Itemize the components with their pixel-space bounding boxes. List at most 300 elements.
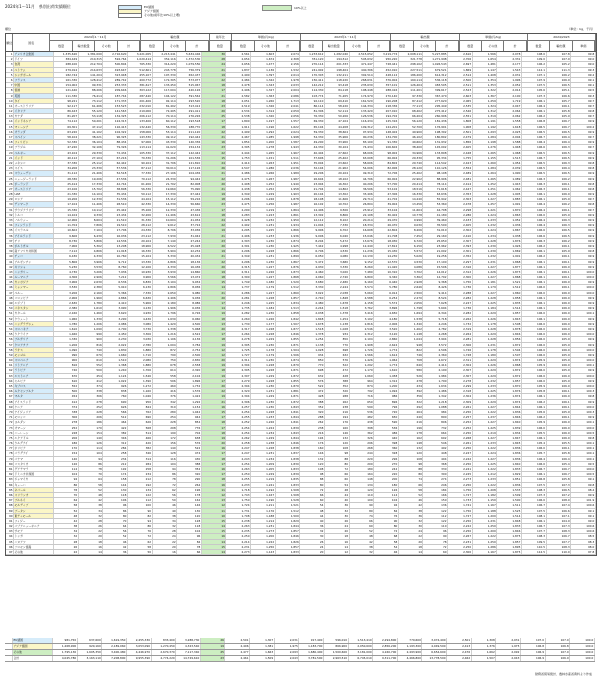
- value-cell: 1,232: [251, 218, 276, 222]
- value-cell: 1,167: [473, 503, 498, 507]
- value-cell: 1,222: [473, 467, 498, 471]
- value-cell: 1,088: [423, 405, 448, 409]
- country-cell: キプロス: [14, 384, 54, 388]
- value-cell: 1,271,998: [423, 57, 448, 61]
- value-cell: 2,281: [226, 296, 251, 300]
- value-cell: 2,311: [226, 270, 251, 274]
- value-cell: 88,906: [423, 177, 448, 181]
- value-cell: 1,252: [251, 182, 276, 186]
- value-cell: 7,442: [300, 244, 325, 248]
- rank-cell: 6: [6, 78, 14, 82]
- value-cell: 1,477: [251, 62, 276, 66]
- value-cell: 2,610: [448, 52, 473, 56]
- value-cell: 97,006: [128, 140, 153, 144]
- value-cell: 106.1: [522, 197, 547, 201]
- value-cell: 134: [350, 483, 375, 487]
- value-cell: 3,053,090: [127, 644, 152, 649]
- value-cell: 2,475: [226, 202, 251, 206]
- value-cell: 105.6: [522, 410, 547, 414]
- country-cell: グアテマラ: [14, 467, 54, 471]
- value-cell: 776: [177, 426, 202, 430]
- value-cell: 1,837: [226, 68, 251, 72]
- value-cell: 211,120: [177, 130, 202, 134]
- country-cell: エストニア: [14, 374, 54, 378]
- value-cell: 192: [128, 483, 153, 487]
- value-cell: 58: [128, 545, 153, 549]
- value-cell: 200: [374, 477, 399, 481]
- value-cell: 81,402: [153, 104, 178, 108]
- value-cell: 10,602: [54, 228, 79, 232]
- value-cell: 52: [54, 509, 79, 513]
- value-cell: 38: [399, 509, 424, 513]
- value-cell: 1,741: [448, 503, 473, 507]
- value-cell: 99.8: [571, 249, 596, 253]
- value-cell: 80: [399, 472, 424, 476]
- value-cell: 6,800: [350, 275, 375, 279]
- value-cell: 422: [103, 426, 128, 430]
- value-cell: 186: [79, 420, 104, 424]
- rank-cell: 59: [6, 353, 14, 357]
- value-cell: 1,229: [251, 472, 276, 476]
- value-cell: 1,830: [103, 348, 128, 352]
- value-cell: 21,510: [103, 218, 128, 222]
- value-cell: 18: [202, 197, 227, 201]
- value-cell: 99.8: [571, 182, 596, 186]
- value-cell: 106.1: [547, 400, 572, 404]
- value-cell: 293,520: [177, 99, 202, 103]
- value-cell: 8,806: [325, 213, 350, 217]
- value-cell: 11,406: [153, 213, 178, 217]
- value-cell: 740: [79, 348, 104, 352]
- value-cell: 106.6: [547, 509, 572, 513]
- legend-label-asia: アジア諸国: [144, 9, 159, 13]
- rank-cell: 38: [6, 244, 14, 248]
- value-cell: 2,261: [448, 405, 473, 409]
- rank-cell: 5: [6, 73, 14, 77]
- value-cell: 2,282: [448, 311, 473, 315]
- value-cell: 440,306: [350, 68, 375, 72]
- value-cell: 71,205: [325, 94, 350, 98]
- value-cell: 1,833: [497, 524, 522, 528]
- value-cell: 2,319: [448, 327, 473, 331]
- value-cell: 25: [202, 114, 227, 118]
- country-cell: ドミニカ共和国: [14, 472, 54, 476]
- value-cell: 14: [79, 550, 104, 554]
- value-cell: 4,158: [350, 301, 375, 305]
- value-cell: 568: [128, 426, 153, 430]
- value-cell: 7,212: [103, 275, 128, 279]
- country-cell: ラトビア: [14, 368, 54, 372]
- value-cell: 99.9: [571, 343, 596, 347]
- value-cell: 2,304: [448, 363, 473, 367]
- value-cell: 6,036: [177, 306, 202, 310]
- value-cell: 50,201: [79, 119, 104, 123]
- value-cell: 106.5: [547, 151, 572, 155]
- value-cell: 2,317: [226, 327, 251, 331]
- value-cell: 99.7: [571, 197, 596, 201]
- value-cell: 54: [300, 503, 325, 507]
- col-subheader: 計: [436, 41, 458, 51]
- value-cell: 2,250: [448, 529, 473, 533]
- value-cell: 18,136: [177, 260, 202, 264]
- value-cell: 30: [325, 514, 350, 518]
- value-cell: 100.0: [571, 467, 596, 471]
- value-cell: 107.2: [547, 493, 572, 497]
- country-cell: リトアニア: [14, 363, 54, 367]
- value-cell: 106.8: [522, 477, 547, 481]
- value-cell: 101.9: [571, 498, 596, 502]
- value-cell: 38: [79, 503, 104, 507]
- value-cell: 122: [423, 509, 448, 513]
- rank-cell: 92: [6, 524, 14, 528]
- value-cell: 153,523: [103, 104, 128, 108]
- growth-legend-swatch: [262, 5, 292, 11]
- value-cell: 4,806: [79, 249, 104, 253]
- value-cell: 26: [325, 519, 350, 523]
- value-cell: 31,330: [128, 218, 153, 222]
- country-cell: アイルランド: [14, 234, 54, 238]
- value-cell: 2,624: [374, 343, 399, 347]
- value-cell: 1,250: [473, 540, 498, 544]
- value-cell: 61,406: [79, 104, 104, 108]
- value-cell: 106.2: [522, 254, 547, 258]
- country-cell: スウェーデン: [14, 171, 54, 175]
- value-cell: 2,222: [448, 524, 473, 528]
- country-cell: ネパール: [14, 488, 54, 492]
- value-cell: 29,714: [350, 197, 375, 201]
- value-cell: 1,504: [497, 348, 522, 352]
- value-cell: 24: [153, 534, 178, 538]
- value-cell: 2,480: [300, 301, 325, 305]
- value-cell: 2,270: [399, 296, 424, 300]
- rank-cell: 27: [6, 187, 14, 191]
- value-cell: 106.3: [547, 218, 572, 222]
- value-cell: 1,260: [251, 99, 276, 103]
- value-cell: 2,156: [276, 62, 301, 66]
- value-cell: 6,440: [374, 280, 399, 284]
- value-cell: 1,833: [497, 467, 522, 471]
- value-cell: 1,833: [276, 467, 301, 471]
- value-cell: 106.2: [547, 73, 572, 77]
- value-cell: 1,230: [251, 400, 276, 404]
- value-cell: 1,943: [276, 145, 301, 149]
- value-cell: 1,846: [497, 415, 522, 419]
- value-cell: 1,240: [103, 368, 128, 372]
- value-cell: 145,002: [423, 145, 448, 149]
- value-cell: 1,842: [276, 317, 301, 321]
- value-cell: 99.8: [571, 436, 596, 440]
- value-cell: 106.0: [522, 462, 547, 466]
- value-cell: 2,752: [177, 348, 202, 352]
- value-cell: 296: [350, 441, 375, 445]
- value-cell: 122: [128, 493, 153, 497]
- value-cell: 100.6: [571, 529, 596, 533]
- value-cell: 53,102: [374, 187, 399, 191]
- value-cell: 99.8: [571, 109, 596, 113]
- rank-cell: 12: [6, 109, 14, 113]
- value-cell: 2,263: [226, 524, 251, 528]
- value-cell: 107.1: [522, 73, 547, 77]
- value-cell: 212,704: [79, 62, 104, 66]
- value-cell: 1,826: [276, 540, 301, 544]
- country-cell: ロシア: [14, 197, 54, 201]
- value-cell: 2,308: [276, 57, 301, 61]
- value-cell: 160: [300, 446, 325, 450]
- rank-cell: 68: [6, 400, 14, 404]
- value-cell: 60: [423, 550, 448, 554]
- value-cell: 4,460: [300, 270, 325, 274]
- value-cell: 2,740: [325, 275, 350, 279]
- value-cell: 2,036: [276, 166, 301, 170]
- value-cell: 1,844: [276, 436, 301, 440]
- value-cell: 19: [202, 311, 227, 315]
- value-cell: 2,906: [54, 296, 79, 300]
- value-cell: 1,840: [497, 420, 522, 424]
- value-cell: 2,307: [448, 368, 473, 372]
- value-cell: 105.9: [547, 343, 572, 347]
- value-cell: 262: [325, 400, 350, 404]
- value-cell: 536: [374, 426, 399, 430]
- value-cell: 2,331: [497, 57, 522, 61]
- value-cell: 1,230: [473, 249, 498, 253]
- value-cell: 107.3: [547, 524, 572, 528]
- value-cell: 44,104: [128, 197, 153, 201]
- value-cell: 1,508: [497, 322, 522, 326]
- value-cell: 900: [79, 337, 104, 341]
- footnote: 財務省貿易統計、農林水産省資料より作成: [534, 672, 592, 676]
- value-cell: 6,150: [399, 244, 424, 248]
- value-cell: 2,273: [226, 550, 251, 554]
- value-cell: 99.9: [571, 337, 596, 341]
- value-cell: 104: [177, 529, 202, 533]
- value-cell: 133,406: [128, 119, 153, 123]
- value-cell: 2,582: [226, 94, 251, 98]
- value-cell: 46: [399, 498, 424, 502]
- value-cell: 106.1: [522, 436, 547, 440]
- value-cell: 5,026: [399, 254, 424, 258]
- value-cell: 50: [128, 550, 153, 554]
- value-cell: 1,229: [473, 332, 498, 336]
- value-cell: 14: [202, 306, 227, 310]
- value-cell: 1,216: [153, 332, 178, 336]
- value-cell: 15,104: [128, 254, 153, 258]
- value-cell: 1,732: [177, 384, 202, 388]
- value-cell: 428: [325, 374, 350, 378]
- value-cell: 106.1: [547, 446, 572, 450]
- value-cell: 1,150: [473, 498, 498, 502]
- value-cell: 10,112: [79, 208, 104, 212]
- value-cell: 2,238: [226, 519, 251, 523]
- country-cell: コスタリカ: [14, 462, 54, 466]
- rank-cell: 32: [6, 213, 14, 217]
- value-cell: 254: [153, 415, 178, 419]
- value-cell: 2,282: [226, 311, 251, 315]
- value-cell: 322: [399, 400, 424, 404]
- value-cell: 100.0: [570, 638, 595, 643]
- value-cell: 552: [54, 384, 79, 388]
- value-cell: 100.0: [571, 426, 596, 430]
- value-cell: 1,028: [325, 327, 350, 331]
- value-cell: 12,330: [79, 197, 104, 201]
- rank-cell: [5, 644, 13, 649]
- value-cell: 63,220: [54, 130, 79, 134]
- country-cell: ウルグアイ: [14, 441, 54, 445]
- country-cell: ブルガリア: [14, 337, 54, 341]
- value-cell: 268,631: [350, 78, 375, 82]
- value-cell: 38: [153, 514, 178, 518]
- value-cell: 31,536: [103, 197, 128, 201]
- value-cell: 238: [300, 426, 325, 430]
- value-cell: 984: [423, 410, 448, 414]
- value-cell: 12,330: [153, 208, 178, 212]
- value-cell: 210,315: [79, 57, 104, 61]
- value-cell: 948: [399, 343, 424, 347]
- value-cell: 522: [300, 384, 325, 388]
- value-cell: 31,706: [153, 161, 178, 165]
- value-cell: 330: [423, 467, 448, 471]
- rank-cell: 28: [6, 192, 14, 196]
- value-cell: 99.9: [571, 228, 596, 232]
- country-cell: ナイジェリア: [14, 410, 54, 414]
- value-cell: 416: [153, 389, 178, 393]
- value-cell: 1,610: [79, 306, 104, 310]
- value-cell: 1,936: [497, 223, 522, 227]
- value-cell: 638: [177, 436, 202, 440]
- value-cell: 8,086: [177, 301, 202, 305]
- value-cell: 79,326: [103, 145, 128, 149]
- value-cell: 2,353: [448, 192, 473, 196]
- value-cell: 6,914: [374, 291, 399, 295]
- value-cell: 13,208: [103, 244, 128, 248]
- value-cell: 1,320: [251, 114, 276, 118]
- value-cell: 1,231: [251, 389, 276, 393]
- value-cell: 1,844: [276, 524, 301, 528]
- value-cell: 1,975: [496, 644, 521, 649]
- value-cell: 20: [153, 545, 178, 549]
- value-cell: 99.9: [571, 192, 596, 196]
- value-cell: 1,507: [276, 322, 301, 326]
- value-cell: 7,628: [423, 301, 448, 305]
- value-cell: 1,148: [399, 332, 424, 336]
- value-cell: 18: [202, 477, 227, 481]
- value-cell: 150,411: [300, 78, 325, 82]
- value-cell: 40: [153, 509, 178, 513]
- value-cell: 1,870: [276, 363, 301, 367]
- value-cell: 33,036: [177, 228, 202, 232]
- value-cell: 106.0: [547, 327, 572, 331]
- value-cell: 1,829: [276, 519, 301, 523]
- value-cell: 650: [374, 415, 399, 419]
- value-cell: 1,181: [473, 280, 498, 284]
- value-cell: 2,056: [399, 301, 424, 305]
- value-cell: 21: [202, 400, 227, 404]
- value-cell: 12,570: [374, 260, 399, 264]
- value-cell: 3,572: [423, 343, 448, 347]
- value-cell: 816: [54, 363, 79, 367]
- value-cell: 2,297: [448, 260, 473, 264]
- value-cell: 2,304: [226, 384, 251, 388]
- value-cell: 9,330: [79, 213, 104, 217]
- rank-cell: 25: [6, 177, 14, 181]
- value-cell: 412: [54, 400, 79, 404]
- value-cell: 3,762: [350, 306, 375, 310]
- value-cell: 108.3: [547, 545, 572, 549]
- rank-cell: 17: [6, 135, 14, 139]
- value-cell: 626: [128, 420, 153, 424]
- value-cell: 116,413: [103, 125, 128, 129]
- country-cell: クロアチア: [14, 343, 54, 347]
- value-cell: 38,221: [79, 135, 104, 139]
- value-cell: 97.8: [571, 550, 596, 554]
- value-cell: 99.0: [571, 519, 596, 523]
- value-cell: 2,303: [226, 239, 251, 243]
- value-cell: 515,067: [177, 83, 202, 87]
- value-cell: 121,810: [177, 161, 202, 165]
- value-cell: 30: [300, 534, 325, 538]
- value-cell: 134,325: [103, 114, 128, 118]
- value-cell: 792: [350, 389, 375, 393]
- value-cell: 105.8: [547, 109, 572, 113]
- value-cell: 5,230: [54, 265, 79, 269]
- value-cell: 2,493,900: [398, 650, 423, 655]
- value-cell: 19: [202, 363, 227, 367]
- value-cell: 22,234: [177, 249, 202, 253]
- value-cell: 234: [103, 457, 128, 461]
- value-cell: 1,967: [276, 151, 301, 155]
- value-cell: 288,100: [54, 62, 79, 66]
- value-cell: 64: [79, 477, 104, 481]
- value-cell: 75,990: [177, 187, 202, 191]
- value-cell: 106.7: [522, 524, 547, 528]
- value-cell: 2,480: [325, 280, 350, 284]
- value-cell: 106.6: [522, 228, 547, 232]
- col-group-title: 輸出額: [391, 34, 458, 41]
- value-cell: 176: [300, 441, 325, 445]
- value-cell: 128,412: [79, 78, 104, 82]
- rank-cell: 2: [6, 57, 14, 61]
- value-cell: 106.1: [522, 260, 547, 264]
- value-cell: 106.1: [547, 104, 572, 108]
- value-cell: 106.3: [547, 145, 572, 149]
- table-row: [6, 550, 596, 555]
- value-cell: 106.4: [522, 457, 547, 461]
- value-cell: 99.9: [571, 218, 596, 222]
- value-cell: 98,221: [54, 99, 79, 103]
- value-cell: 2,231: [226, 545, 251, 549]
- value-cell: 1,020,414: [128, 57, 153, 61]
- value-cell: 17: [202, 332, 227, 336]
- value-cell: 25: [201, 650, 226, 655]
- value-cell: 99.9: [571, 140, 596, 144]
- country-cell: ノルウェー: [14, 218, 54, 222]
- country-cell: ジャマイカ: [14, 477, 54, 481]
- value-cell: 105.4: [547, 462, 572, 466]
- value-cell: 34: [153, 519, 178, 523]
- value-cell: 400,772: [128, 78, 153, 82]
- value-cell: 42,330: [128, 202, 153, 206]
- value-cell: 4,446,970: [127, 650, 152, 655]
- value-cell: 182,744: [54, 73, 79, 77]
- value-cell: 148,402: [374, 130, 399, 134]
- value-cell: 1,197: [251, 119, 276, 123]
- value-cell: 106.0: [547, 291, 572, 295]
- value-cell: 690: [128, 415, 153, 419]
- value-cell: 100.0: [571, 405, 596, 409]
- value-cell: 2,500: [399, 291, 424, 295]
- value-cell: 4,530: [399, 260, 424, 264]
- value-cell: 2,906: [79, 275, 104, 279]
- value-cell: 2,190: [423, 368, 448, 372]
